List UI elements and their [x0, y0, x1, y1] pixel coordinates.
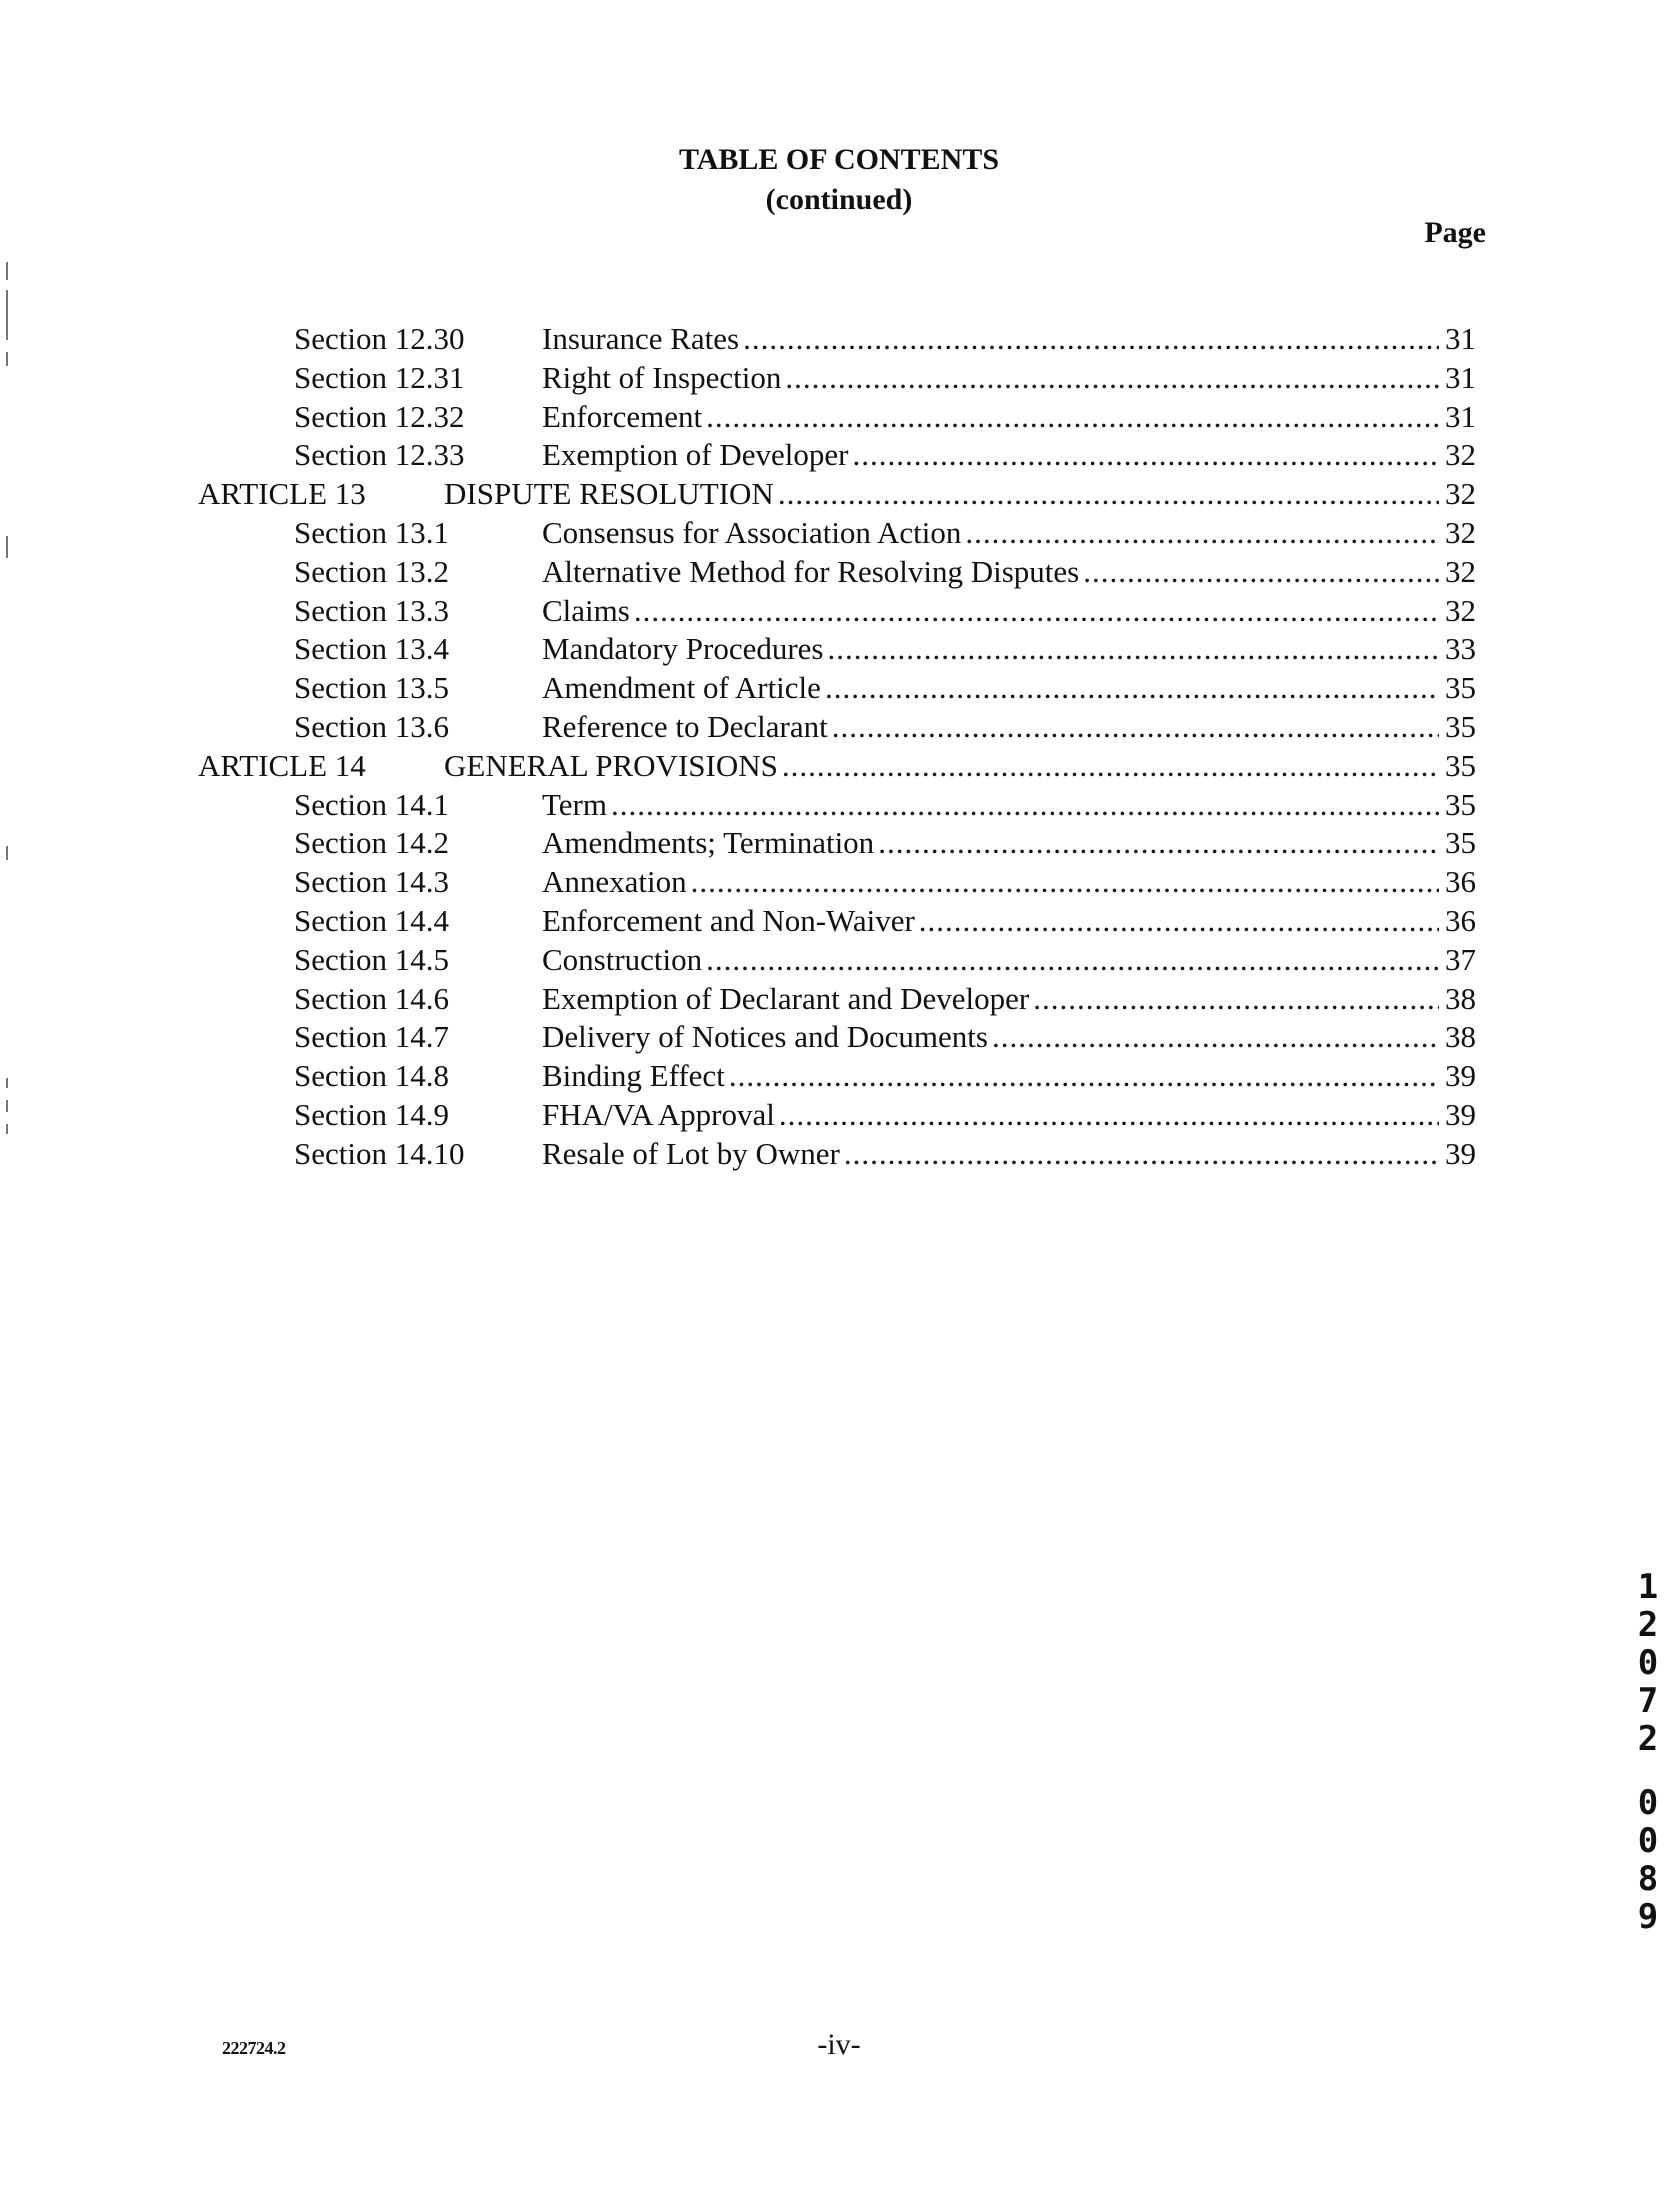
toc-entry-number: Section 12.31	[294, 359, 465, 395]
toc-entry-number: Section 12.33	[294, 437, 465, 473]
toc-entry-page: 31	[1445, 359, 1476, 395]
toc-entry-title: Term	[542, 786, 607, 822]
toc-dot-leader	[825, 669, 1439, 707]
toc-dot-leader	[634, 592, 1439, 630]
toc-entry-line	[542, 1135, 1476, 1173]
recording-stamp-digit: 7	[1637, 1681, 1659, 1721]
toc-entry-page: 32	[1445, 592, 1476, 628]
toc-dot-leader	[832, 708, 1439, 746]
toc-dot-leader	[844, 1135, 1439, 1173]
toc-entry-number: Section 12.32	[294, 398, 465, 434]
toc-section-row	[0, 630, 1678, 668]
recording-stamp-digit: 8	[1637, 1859, 1659, 1899]
toc-entry-number: Section 14.8	[294, 1058, 449, 1094]
toc-section-row	[0, 941, 1678, 979]
toc-entry-title: Enforcement and Non-Waiver	[542, 903, 915, 938]
toc-entry-line	[542, 514, 1476, 552]
recording-stamp-digit: 1	[1637, 1567, 1659, 1607]
toc-entry-title: Binding Effect	[542, 1058, 725, 1094]
toc-entry-number: Section 14.7	[294, 1019, 449, 1055]
toc-dot-leader	[785, 359, 1439, 397]
toc-entry-page: 33	[1445, 631, 1476, 667]
toc-dot-leader	[779, 1096, 1439, 1134]
toc-entry-number: Section 14.3	[294, 864, 449, 900]
toc-dot-leader	[878, 824, 1439, 862]
toc-entry-page: 35	[1445, 825, 1476, 861]
toc-entry-line	[542, 669, 1476, 707]
page-column-header: Page	[1424, 216, 1486, 249]
scan-margin-mark	[6, 262, 8, 280]
toc-entry-page: 39	[1445, 1097, 1476, 1132]
toc-entry-line	[542, 436, 1476, 474]
toc-section-row	[0, 669, 1678, 707]
toc-entry-page: 39	[1445, 1135, 1476, 1171]
toc-dot-leader	[1033, 980, 1439, 1018]
toc-entry-number: ARTICLE 13	[198, 476, 366, 512]
toc-section-row	[0, 1018, 1678, 1056]
toc-entry-number: Section 13.5	[294, 670, 449, 706]
recording-stamp-digit: 2	[1637, 1719, 1659, 1759]
toc-entry-title: Amendments; Termination	[542, 825, 875, 861]
toc-entry-page: 31	[1445, 321, 1476, 356]
toc-section-row	[0, 359, 1678, 397]
toc-entry-line	[542, 786, 1476, 824]
toc-dot-leader	[706, 398, 1439, 436]
toc-article-row	[0, 475, 1678, 513]
toc-entry-line	[542, 824, 1476, 862]
toc-entry-line	[542, 1018, 1476, 1056]
toc-dot-leader	[965, 514, 1439, 552]
toc-entry-title: DISPUTE RESOLUTION	[444, 476, 774, 512]
toc-entry-title: Exemption of Developer	[542, 437, 849, 473]
toc-entry-number: Section 14.9	[294, 1097, 449, 1132]
toc-dot-leader	[919, 902, 1439, 940]
toc-section-row	[0, 592, 1678, 630]
toc-dot-leader	[992, 1018, 1439, 1056]
toc-article-row	[0, 747, 1678, 785]
recording-stamp-digit: 9	[1637, 1897, 1659, 1937]
toc-entry-title: Mandatory Procedures	[542, 631, 824, 667]
toc-entry-page: 32	[1445, 476, 1476, 512]
recording-stamp-digit: 0	[1637, 1643, 1659, 1683]
toc-dot-leader	[691, 863, 1439, 901]
toc-dot-leader	[782, 747, 1439, 785]
toc-dot-leader	[1083, 553, 1439, 591]
toc-entry-title: Alternative Method for Resolving Disputes	[542, 553, 1080, 589]
toc-entry-line	[542, 902, 1476, 940]
toc-entry-page: 32	[1445, 515, 1476, 550]
toc-entry-number: Section 13.3	[294, 592, 449, 628]
toc-entry-page: 35	[1445, 709, 1476, 744]
toc-entry-page: 37	[1445, 941, 1476, 977]
toc-entry-line	[542, 320, 1476, 358]
toc-dot-leader	[743, 320, 1439, 358]
toc-section-row	[0, 980, 1678, 1018]
toc-section-row	[0, 708, 1678, 746]
toc-entry-page: 39	[1445, 1058, 1476, 1094]
toc-entry-line	[542, 398, 1476, 436]
toc-section-row	[0, 824, 1678, 862]
toc-entry-line	[542, 592, 1476, 630]
toc-dot-leader	[852, 436, 1439, 474]
recording-stamp-digit: 0	[1637, 1821, 1659, 1861]
toc-section-row	[0, 514, 1678, 552]
toc-entry-number: Section 13.1	[294, 515, 449, 550]
toc-entry-page: 31	[1445, 398, 1476, 434]
toc-entry-page: 32	[1445, 553, 1476, 589]
page-title: TABLE OF CONTENTS	[678, 143, 1000, 176]
toc-entry-title: Right of Inspection	[542, 359, 782, 395]
toc-section-row	[0, 320, 1678, 358]
toc-entry-page: 35	[1445, 670, 1476, 706]
toc-entry-page: 38	[1445, 980, 1476, 1016]
toc-entry-number: Section 14.1	[294, 786, 449, 822]
toc-section-row	[0, 398, 1678, 436]
toc-entry-title: Annexation	[542, 864, 687, 900]
toc-entry-line	[542, 553, 1476, 591]
toc-entry-title: Consensus for Association Action	[542, 515, 962, 550]
toc-section-row	[0, 553, 1678, 591]
recording-stamp-digit: 2	[1637, 1605, 1659, 1645]
toc-entry-number: ARTICLE 14	[198, 747, 366, 783]
footer-doc-id: 222724.2	[222, 2038, 286, 2058]
toc-section-row	[0, 1057, 1678, 1095]
toc-entry-number: Section 14.10	[294, 1135, 465, 1171]
toc-dot-leader	[706, 941, 1439, 979]
toc-entry-page: 32	[1445, 437, 1476, 473]
toc-entry-title: FHA/VA Approval	[542, 1097, 775, 1132]
toc-entry-line	[542, 1057, 1476, 1095]
toc-entry-title: Insurance Rates	[542, 321, 740, 356]
toc-entry-title: Amendment of Article	[542, 670, 821, 706]
toc-entry-title: Enforcement	[542, 398, 703, 434]
toc-entry-number: Section 13.2	[294, 553, 449, 589]
toc-entry-line	[542, 1096, 1476, 1134]
toc-entry-title: Claims	[542, 592, 630, 628]
toc-entry-page: 36	[1445, 903, 1476, 938]
toc-entry-number: Section 13.6	[294, 709, 449, 744]
toc-dot-leader	[729, 1057, 1439, 1095]
toc-section-row	[0, 1096, 1678, 1134]
toc-section-row	[0, 786, 1678, 824]
toc-dot-leader	[611, 786, 1439, 824]
toc-entry-title: Exemption of Declarant and Developer	[542, 980, 1030, 1016]
toc-entry-number: Section 14.4	[294, 903, 449, 938]
toc-section-row	[0, 863, 1678, 901]
toc-entry-page: 35	[1445, 786, 1476, 822]
footer-page-number: -iv-	[817, 2028, 861, 2061]
toc-entry-title: Resale of Lot by Owner	[542, 1135, 840, 1171]
toc-entry-line	[542, 980, 1476, 1018]
toc-dot-leader	[828, 630, 1440, 668]
toc-entry-line	[542, 941, 1476, 979]
toc-entry-line	[542, 863, 1476, 901]
toc-entry-number: Section 14.5	[294, 941, 449, 977]
toc-entry-page: 36	[1445, 864, 1476, 900]
page-subtitle: (continued)	[765, 183, 913, 216]
toc-entry-number: Section 13.4	[294, 631, 449, 667]
toc-entry-line	[444, 747, 1476, 785]
toc-entry-line	[542, 708, 1476, 746]
toc-entry-title: Construction	[542, 941, 703, 977]
toc-entry-line	[542, 630, 1476, 668]
toc-section-row	[0, 436, 1678, 474]
toc-entry-line	[542, 359, 1476, 397]
toc-entry-page: 38	[1445, 1019, 1476, 1055]
recording-stamp-digit: 0	[1637, 1783, 1659, 1823]
toc-entry-title: GENERAL PROVISIONS	[444, 747, 778, 783]
toc-entry-page: 35	[1445, 747, 1476, 783]
toc-section-row	[0, 902, 1678, 940]
toc-section-row	[0, 1135, 1678, 1173]
toc-entry-title: Delivery of Notices and Documents	[542, 1019, 988, 1055]
toc-entry-title: Reference to Declarant	[542, 709, 828, 744]
toc-entry-line	[444, 475, 1476, 513]
toc-entry-number: Section 14.2	[294, 825, 449, 861]
toc-dot-leader	[778, 475, 1439, 513]
toc-entry-number: Section 14.6	[294, 980, 449, 1016]
toc-entry-number: Section 12.30	[294, 321, 465, 356]
